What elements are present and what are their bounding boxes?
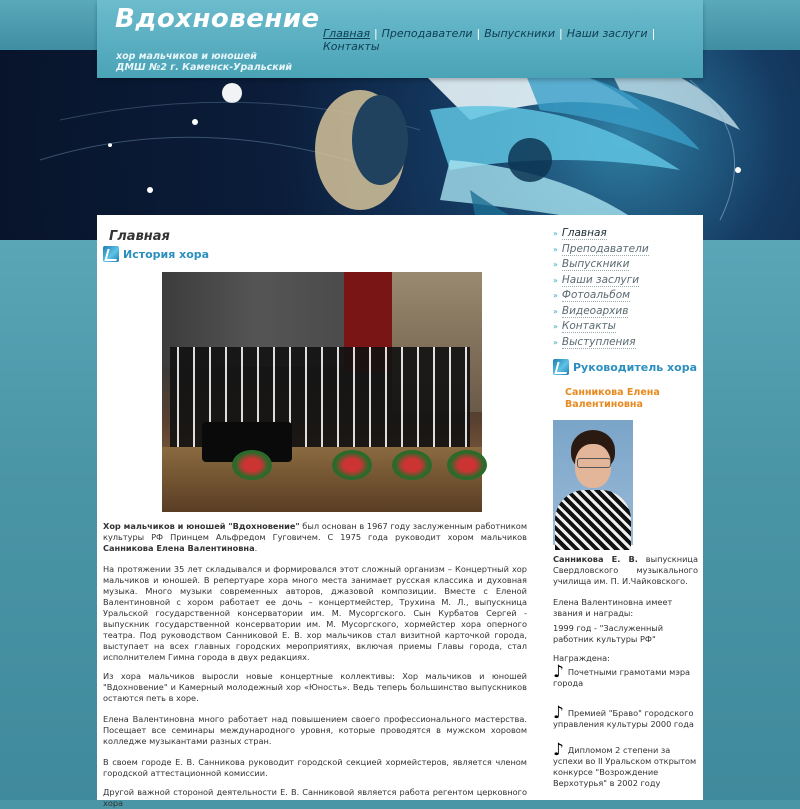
page-title: Главная (109, 229, 170, 244)
leader-section-title: Руководитель хора (573, 360, 697, 374)
double-arrow-icon: » (553, 337, 558, 347)
site-header (97, 0, 703, 78)
side-menu-item-video-archive[interactable]: » Видеоархив (553, 304, 629, 317)
top-nav-contacts[interactable]: Контакты (323, 40, 380, 53)
site-title[interactable]: Вдохновение (115, 4, 320, 34)
awarded-label: Награждена: (553, 653, 610, 663)
double-arrow-icon: » (553, 306, 558, 316)
top-nav-graduates[interactable]: Выпускники (484, 27, 556, 40)
header-banner (0, 50, 800, 240)
double-arrow-icon: » (553, 244, 558, 254)
paragraph-6: Другой важной стороной деятельности Е. В. Санниковой является работа регентом церковного хора (103, 787, 527, 808)
site-subtitle (116, 51, 292, 73)
double-arrow-icon: » (553, 229, 558, 239)
side-menu-item-photo-album[interactable]: » Фотоальбом (553, 289, 631, 302)
title-1999: 1999 год - "Заслуженный работник культуры РФ" (553, 623, 664, 644)
top-nav-home[interactable]: Главная (323, 27, 370, 40)
double-arrow-icon: » (553, 260, 558, 270)
top-nav-achievements[interactable]: Наши заслуги (566, 27, 648, 40)
leader-photo (553, 420, 633, 545)
side-menu-item-achievements[interactable]: » Наши заслуги (553, 273, 640, 286)
history-section-heading (103, 246, 209, 262)
intro-choir-name: Хор мальчиков и юношей "Вдохновение" (103, 521, 300, 531)
intro-paragraph: Хор мальчиков и юношей "Вдохновение" был основан в 1967 году заслуженным работником культуры РФ Принцем Альфредом Гуговичем. С 1975 года руководит хором мальчиков Санникова Елена Валентиновна. (103, 521, 527, 553)
top-nav: Главная | Преподаватели | Выпускники | Наши заслуги |Контакты (323, 27, 656, 53)
banner-artwork (0, 50, 800, 240)
history-section-title: История хора (123, 247, 210, 261)
subtitle-line-2: ДМШ №2 г. Каменск-Уральский (116, 62, 293, 73)
side-menu-item-home[interactable]: » Главная (553, 227, 607, 240)
side-menu-item-teachers[interactable]: » Преподаватели (553, 242, 649, 255)
music-note-icon: ♪ (553, 703, 564, 723)
section-arrow-icon (103, 246, 119, 262)
top-nav-teachers[interactable]: Преподаватели (381, 27, 473, 40)
award-item: ♪ Почетными грамотами мэра города (553, 662, 691, 688)
leader-bio-name: Санникова Е. В. (553, 554, 638, 564)
side-menu-item-contacts[interactable]: » Контакты (553, 320, 616, 333)
music-note-icon: ♪ (553, 740, 564, 760)
subtitle-line-1: хор мальчиков и юношей (116, 51, 257, 62)
paragraph-2: На протяжении 35 лет складывался и формировался этот сложный организм – Концертный хор мальчиков и юношей. В репертуаре хора много места занимает русская классика и духовная музыка. Много музыки современных авторов, джазовой композиции. Вместе с Еленой Валентиновной с хором работает ее дочь – концертмейстер, Трухина М. Л., выпускница Уральской государственной консерватории им. М. Мусоргского. Сын Курбатов Сергей - выпускник государственной консерватории им. М. Мусоргского, хормейстер хора оперного театра. Под руководством Санниковой Е. В. хор мальчиков стал визитной карточкой города, выступает на всех главных городских мероприятиях, включая приемы Главы города, стал исполнителем Гимна города в двух редакциях. (103, 564, 527, 662)
side-menu (553, 226, 649, 350)
paragraph-4: Елена Валентиновна много работает над повышением своего профессионального мастерства. Посещает все семинары международного уровня, которые проводятся в мужском хоровом колледже музыкантами разных стран. (103, 714, 527, 746)
paragraph-5: В своем городе Е. В. Санникова руководит городской секцией хормейстеров, является членом городской аттестационной комиссии. (103, 757, 527, 778)
double-arrow-icon: » (553, 275, 558, 285)
section-arrow-icon (553, 359, 569, 375)
intro-leader-name: Санникова Елена Валентиновна (103, 543, 255, 553)
music-note-icon: ♪ (553, 662, 564, 682)
titles-intro: Елена Валентиновна имеет звания и награды: (553, 597, 673, 618)
double-arrow-icon: » (553, 291, 558, 301)
leader-bio: Санникова Е. В. выпускница Свердловского музыкального училища им. П. И.Чайковского. (553, 554, 698, 586)
side-menu-item-graduates[interactable]: » Выпускники (553, 258, 630, 271)
leader-section-heading (553, 359, 697, 375)
paragraph-3: Из хора мальчиков выросли новые концертные коллективы: Хор мальчиков и юношей "Вдохновение" и Камерный молодежный хор «Юность». Ведь теперь большинство выпускников остаются петь в хоре. (103, 671, 527, 703)
award-item: ♪ Премией "Браво" городского управления культуры 2000 года (553, 703, 694, 729)
leader-name: Санникова Елена Валентиновна (565, 387, 660, 410)
choir-photo (162, 272, 482, 512)
double-arrow-icon: » (553, 322, 558, 332)
award-item: ♪ Дипломом 2 степени за успехи во II Уральском открытом конкурсе "Возрождение Верхотурья" в 2002 году (553, 740, 697, 788)
intro-text: был основан в 1967 году заслуженным работником культуры РФ Принцем Альфредом Гуговичем. С 1975 года руководит хором мальчиков (103, 521, 527, 542)
side-menu-item-performances[interactable]: » Выступления (553, 335, 636, 348)
content-area (97, 215, 703, 808)
